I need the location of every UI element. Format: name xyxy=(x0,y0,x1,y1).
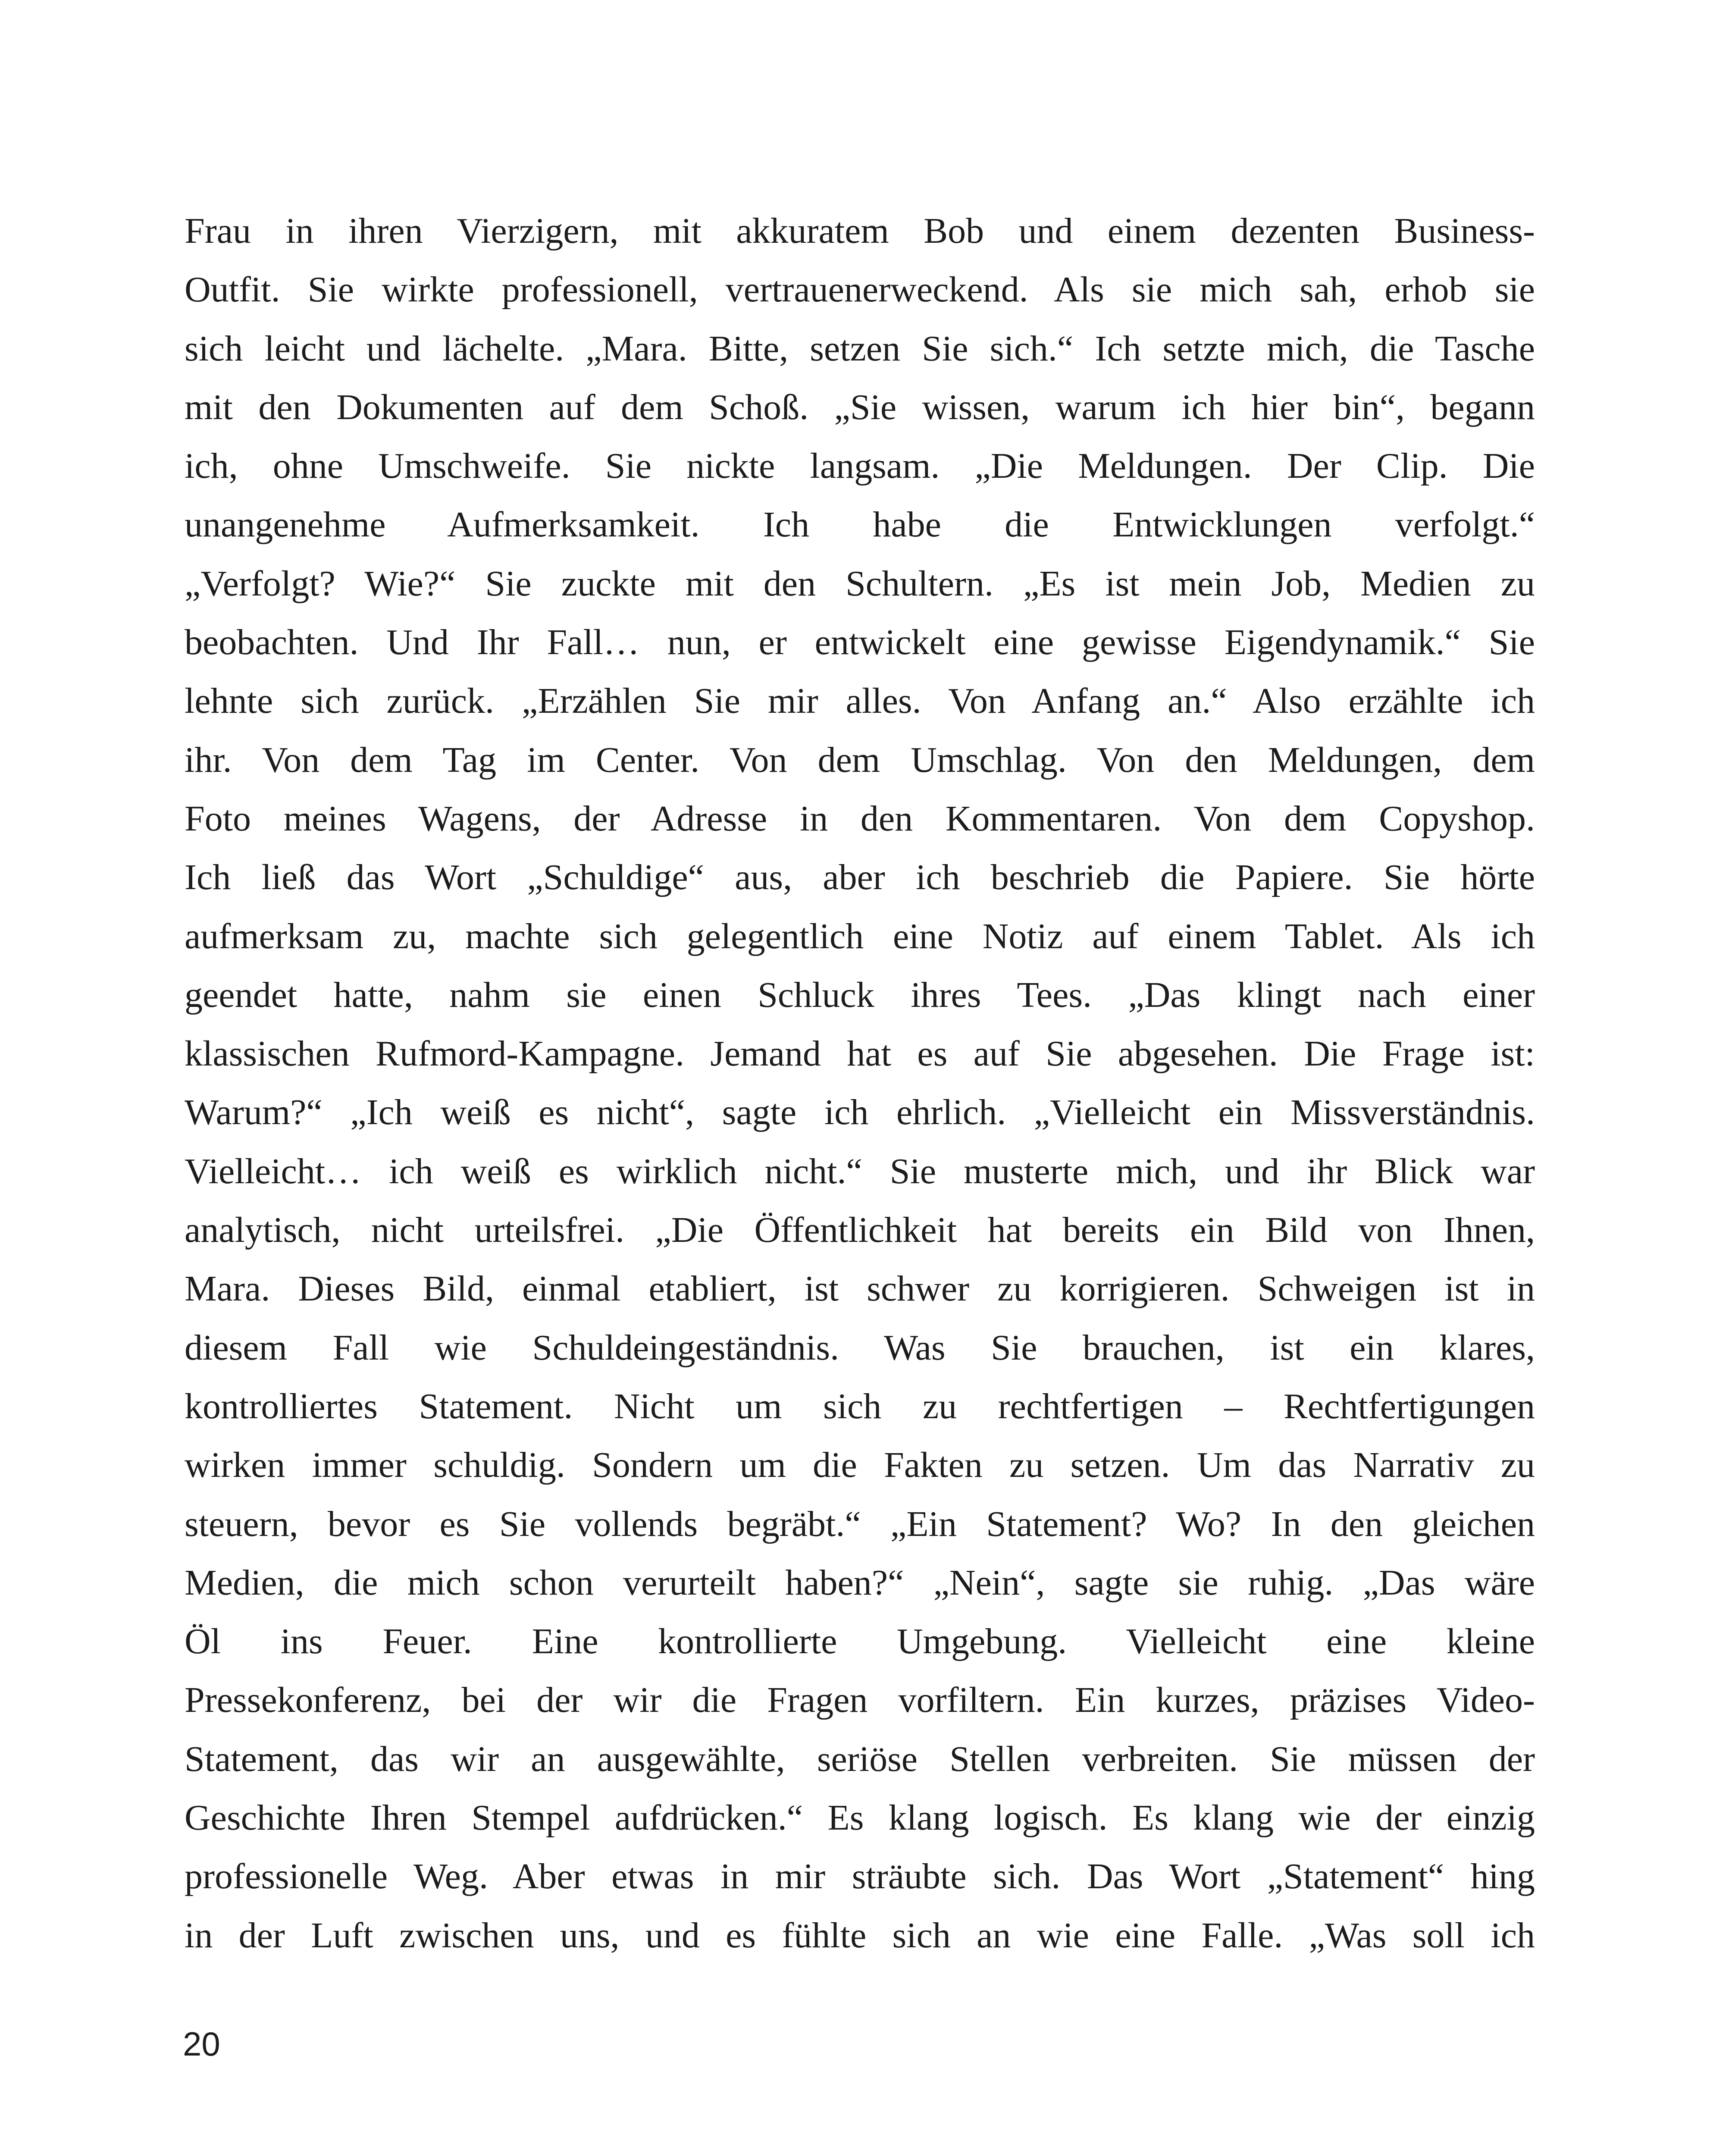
text-line: analytisch, nicht urteilsfrei. „Die Öffentlichkeit hat bereits ein Bild von Ihnen, xyxy=(185,1210,1535,1250)
text-line: klassischen Rufmord-Kampagne. Jemand hat es auf Sie abgesehen. Die Frage ist: xyxy=(185,1034,1535,1074)
page-number: 20 xyxy=(183,2025,220,2063)
text-line: „Verfolgt? Wie?“ Sie zuckte mit den Schultern. „Es ist mein Job, Medien zu xyxy=(185,563,1535,604)
text-line: Vielleicht… ich weiß es wirklich nicht.“ Sie musterte mich, und ihr Blick war xyxy=(185,1151,1535,1191)
text-line: wirken immer schuldig. Sondern um die Fakten zu setzen. Um das Narrativ zu xyxy=(185,1445,1535,1485)
text-line: lehnte sich zurück. „Erzählen Sie mir alles. Von Anfang an.“ Also erzählte ich xyxy=(185,681,1535,721)
text-line: steuern, bevor es Sie vollends begräbt.“ „Ein Statement? Wo? In den gleichen xyxy=(185,1504,1535,1544)
text-line: beobachten. Und Ihr Fall… nun, er entwickelt eine gewisse Eigendynamik.“ Sie xyxy=(185,622,1535,663)
text-line: Pressekonferenz, bei der wir die Fragen vorfiltern. Ein kurzes, präzises Video- xyxy=(185,1680,1535,1720)
text-line: geendet hatte, nahm sie einen Schluck ihres Tees. „Das klingt nach einer xyxy=(185,975,1535,1015)
text-line: Foto meines Wagens, der Adresse in den Kommentaren. Von dem Copyshop. xyxy=(185,798,1535,839)
text-line: Öl ins Feuer. Eine kontrollierte Umgebung. Vielleicht eine kleine xyxy=(185,1621,1535,1662)
text-line: Mara. Dieses Bild, einmal etabliert, ist schwer zu korrigieren. Schweigen ist in xyxy=(185,1269,1535,1309)
text-line: aufmerksam zu, machte sich gelegentlich eine Notiz auf einem Tablet. Als ich xyxy=(185,916,1535,956)
text-line: sich leicht und lächelte. „Mara. Bitte, setzen Sie sich.“ Ich setzte mich, die Tasche xyxy=(185,328,1535,369)
text-line: Medien, die mich schon verurteilt haben?“ „Nein“, sagte sie ruhig. „Das wäre xyxy=(185,1562,1535,1603)
text-line: Geschichte Ihren Stempel aufdrücken.“ Es klang logisch. Es klang wie der einzig xyxy=(185,1798,1535,1838)
text-line: unangenehme Aufmerksamkeit. Ich habe die Entwicklungen verfolgt.“ xyxy=(185,505,1535,545)
text-line: Warum?“ „Ich weiß es nicht“, sagte ich ehrlich. „Vielleicht ein Missverständnis. xyxy=(185,1092,1535,1133)
text-line: mit den Dokumenten auf dem Schoß. „Sie wissen, warum ich hier bin“, begann xyxy=(185,387,1535,427)
text-line: professionelle Weg. Aber etwas in mir sträubte sich. Das Wort „Statement“ hing xyxy=(185,1856,1535,1897)
text-line: ihr. Von dem Tag im Center. Von dem Umschlag. Von den Meldungen, dem xyxy=(185,740,1535,780)
text-line: diesem Fall wie Schuldeingeständnis. Was Sie brauchen, ist ein klares, xyxy=(185,1327,1535,1368)
text-line: Frau in ihren Vierzigern, mit akkuratem Bob und einem dezenten Business- xyxy=(185,211,1535,251)
text-line: Ich ließ das Wort „Schuldige“ aus, aber ich beschrieb die Papiere. Sie hörte xyxy=(185,857,1535,898)
text-line: Statement, das wir an ausgewählte, seriöse Stellen verbreiten. Sie müssen der xyxy=(185,1739,1535,1779)
text-line: ich, ohne Umschweife. Sie nickte langsam. „Die Meldungen. Der Clip. Die xyxy=(185,446,1535,486)
body-text xyxy=(185,202,1535,1965)
text-line: in der Luft zwischen uns, und es fühlte sich an wie eine Falle. „Was soll ich xyxy=(185,1915,1535,1955)
text-line: kontrolliertes Statement. Nicht um sich zu rechtfertigen – Rechtfertigungen xyxy=(185,1386,1535,1426)
text-line: Outfit. Sie wirkte professionell, vertrauenerweckend. Als sie mich sah, erhob sie xyxy=(185,270,1535,310)
